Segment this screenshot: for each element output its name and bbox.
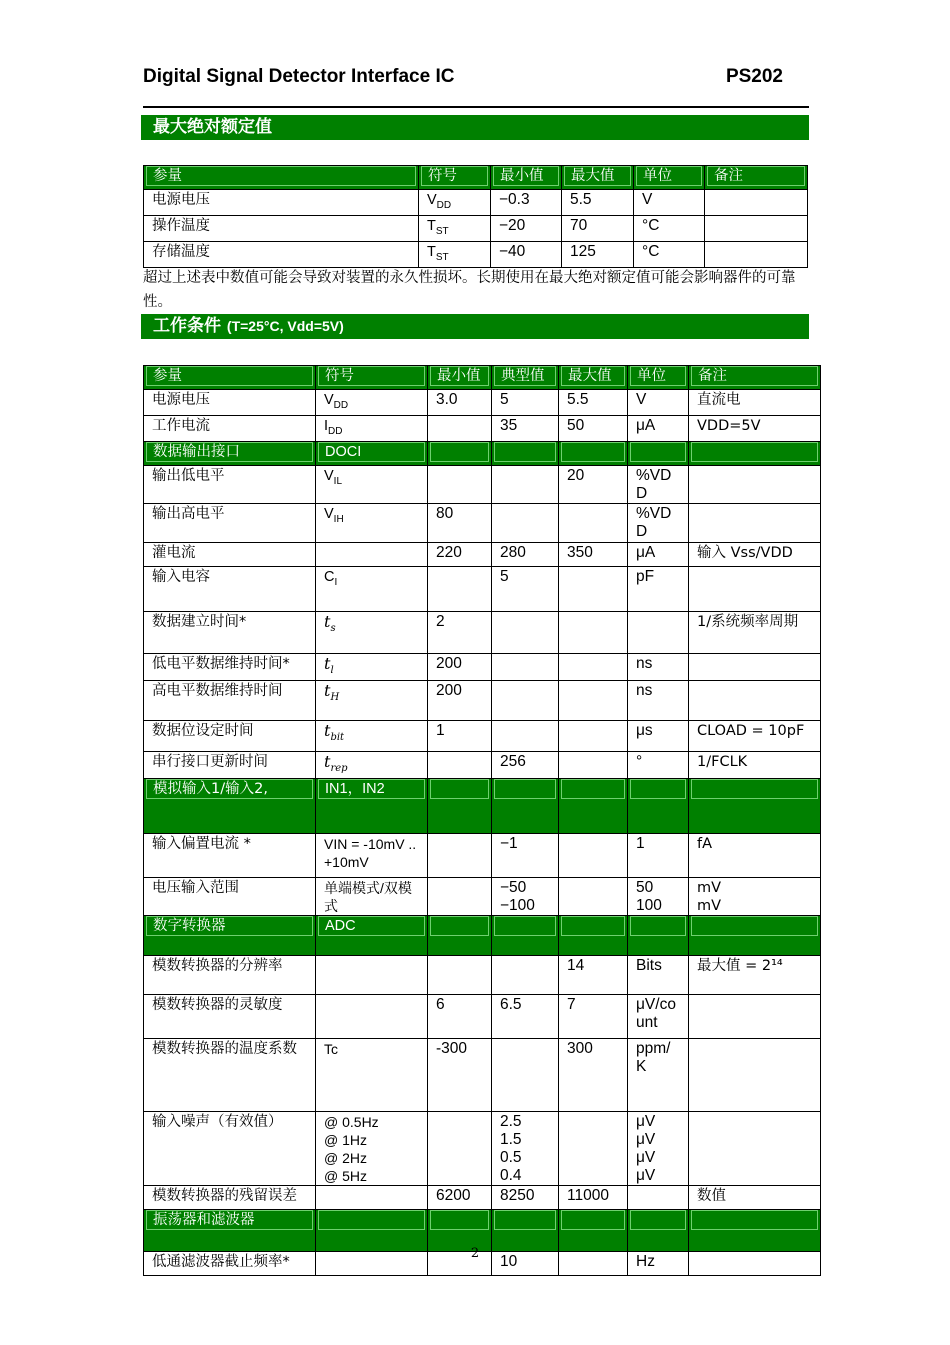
column-header	[491, 166, 562, 190]
unit-cell: V	[634, 190, 705, 216]
column-header	[144, 166, 419, 190]
symbol-text: t	[324, 720, 331, 740]
symbol-cell: VIN = -10mV .. +10mV	[316, 834, 428, 878]
section-title-text: 最大绝对额定值	[153, 117, 272, 137]
column-header	[428, 366, 492, 390]
note-cell	[689, 1039, 821, 1112]
symbol-cell	[316, 611, 428, 653]
group-empty-cell	[689, 441, 821, 465]
max-cell	[559, 680, 628, 720]
max-cell: 14	[559, 956, 628, 995]
typ-cell	[492, 653, 559, 680]
param-cell: 电压输入范围	[144, 878, 316, 916]
param-cell: 数据建立时间*	[144, 611, 316, 653]
column-header-label: 最小值	[493, 166, 559, 186]
symbol-subscript: ST	[435, 251, 449, 263]
symbol-subscript: DD	[328, 425, 343, 437]
table-header-row	[144, 366, 821, 390]
symbol-subscript: rep	[330, 763, 348, 775]
note-cell	[689, 503, 821, 542]
note-cell	[689, 653, 821, 680]
column-header-label: 最大值	[564, 166, 631, 186]
group-empty-cell	[628, 916, 689, 956]
group-empty-cell	[559, 779, 628, 834]
column-header	[634, 166, 705, 190]
group-empty-cell	[492, 916, 559, 956]
typ-cell: −1	[492, 834, 559, 878]
table-row	[144, 720, 821, 751]
symbol-text: C	[324, 568, 335, 585]
symbol-cell: 单端模式/双模式	[316, 878, 428, 916]
column-header	[628, 366, 689, 390]
typ-cell: 8250	[492, 1186, 559, 1210]
max-cell	[559, 878, 628, 916]
symbol-cell	[316, 390, 428, 416]
symbol-cell	[316, 465, 428, 503]
unit-cell: °C	[634, 215, 705, 241]
table-row	[144, 190, 808, 216]
typ-cell: 256	[492, 751, 559, 778]
max-cell	[559, 611, 628, 653]
typ-cell	[492, 1039, 559, 1112]
column-header-label: 备注	[707, 166, 805, 186]
group-symbol: IN1，IN2	[318, 779, 425, 799]
column-header-label: 最小值	[430, 366, 489, 386]
typ-cell	[492, 503, 559, 542]
typ-cell	[492, 956, 559, 995]
symbol-cell	[316, 503, 428, 542]
symbol-subscript: bit	[330, 732, 345, 744]
table-row	[144, 751, 821, 778]
unit-cell: μV μV μV μV	[628, 1112, 689, 1186]
group-empty-box	[630, 442, 686, 462]
symbol-subscript: l	[330, 664, 334, 676]
group-label-cell	[144, 916, 316, 956]
symbol-subscript: ST	[435, 225, 449, 237]
symbol-cell: Tc	[316, 1039, 428, 1112]
table-row	[144, 653, 821, 680]
symbol-cell: @ 0.5Hz @ 1Hz @ 2Hz @ 5Hz	[316, 1112, 428, 1186]
group-empty-box	[494, 916, 556, 936]
min-cell	[428, 834, 492, 878]
param-cell: 模数转换器的分辨率	[144, 956, 316, 995]
note-cell	[689, 1112, 821, 1186]
min-cell: 80	[428, 503, 492, 542]
unit-cell: pF	[628, 566, 689, 611]
min-cell: 6200	[428, 1186, 492, 1210]
note-cell	[705, 215, 808, 241]
min-cell	[428, 1112, 492, 1186]
column-header	[316, 366, 428, 390]
symbol-cell	[419, 215, 491, 241]
column-header	[419, 166, 491, 190]
typ-cell	[492, 680, 559, 720]
typ-cell: 10	[492, 1252, 559, 1276]
table-group-row	[144, 441, 821, 465]
max-cell: 5.5	[559, 390, 628, 416]
param-cell: 存储温度	[144, 241, 419, 267]
section-title-text: 工作条件	[153, 316, 221, 336]
group-empty-box	[630, 779, 686, 799]
group-empty-cell	[628, 779, 689, 834]
group-empty-box	[561, 1210, 625, 1230]
warning-note: 超过上述表中数值可能会导致对装置的永久性损坏。长期使用在最大绝对额定值可能会影响器件的可靠性。	[143, 270, 796, 310]
unit-cell: V	[628, 390, 689, 416]
note-cell: CLOAD = 10pF	[689, 720, 821, 751]
symbol-text: t	[324, 653, 331, 673]
symbol-subscript: IL	[333, 475, 343, 487]
param-cell: 操作温度	[144, 215, 419, 241]
note-cell	[689, 680, 821, 720]
table-row	[144, 1112, 821, 1186]
symbol-cell	[316, 995, 428, 1039]
note-cell	[689, 995, 821, 1039]
max-cell: 70	[562, 215, 634, 241]
unit-cell: °C	[634, 241, 705, 267]
note-cell: fA	[689, 834, 821, 878]
note-cell: 数值	[689, 1186, 821, 1210]
unit-cell: μV/count	[628, 995, 689, 1039]
table-row	[144, 1039, 821, 1112]
table-group-row	[144, 916, 821, 956]
group-symbol: ADC	[318, 916, 425, 936]
max-cell: 5.5	[562, 190, 634, 216]
unit-cell: μA	[628, 415, 689, 441]
min-cell	[428, 465, 492, 503]
max-cell: 350	[559, 542, 628, 566]
param-cell: 工作电流	[144, 415, 316, 441]
min-cell: -300	[428, 1039, 492, 1112]
table-row	[144, 834, 821, 878]
group-empty-box	[561, 916, 625, 936]
group-symbol-cell	[316, 441, 428, 465]
min-cell	[428, 956, 492, 995]
group-empty-cell	[492, 441, 559, 465]
group-empty-box	[494, 442, 556, 462]
group-empty-box	[430, 779, 489, 799]
group-label: 模拟输入1/输入2,	[146, 779, 313, 799]
symbol-text: V	[427, 192, 437, 208]
group-empty-cell	[559, 916, 628, 956]
group-symbol: DOCI	[318, 442, 425, 462]
note-cell: 直流电	[689, 390, 821, 416]
symbol-cell	[316, 1186, 428, 1210]
symbol-subscript: s	[330, 622, 336, 634]
symbol-cell	[316, 720, 428, 751]
group-empty-cell	[559, 441, 628, 465]
typ-cell	[492, 720, 559, 751]
param-cell: 输入电容	[144, 566, 316, 611]
symbol-cell	[316, 542, 428, 566]
symbol-cell	[316, 956, 428, 995]
table-row	[144, 465, 821, 503]
min-cell: 200	[428, 653, 492, 680]
param-cell: 输出低电平	[144, 465, 316, 503]
table-row	[144, 680, 821, 720]
min-cell: 200	[428, 680, 492, 720]
min-cell: 2	[428, 611, 492, 653]
symbol-text: V	[324, 467, 334, 484]
model-number: PS202	[725, 66, 783, 87]
symbol-text: t	[324, 751, 331, 771]
unit-cell: %VDD	[628, 465, 689, 503]
group-label-cell	[144, 779, 316, 834]
column-header	[689, 366, 821, 390]
table-row	[144, 878, 821, 916]
typ-cell: 280	[492, 542, 559, 566]
column-header-label: 符号	[421, 166, 488, 186]
min-cell: −0.3	[491, 190, 562, 216]
min-cell	[428, 566, 492, 611]
column-header-label: 典型值	[494, 366, 556, 386]
unit-cell: °	[628, 751, 689, 778]
min-cell: 220	[428, 542, 492, 566]
group-empty-box	[630, 1210, 686, 1230]
unit-cell: Bits	[628, 956, 689, 995]
symbol-text: t	[324, 680, 331, 700]
typ-cell	[492, 611, 559, 653]
table-row	[144, 390, 821, 416]
group-empty-cell	[428, 916, 492, 956]
note-cell	[705, 241, 808, 267]
group-label: 数据输出接口	[146, 442, 313, 462]
group-empty-box	[430, 442, 489, 462]
max-cell	[559, 1112, 628, 1186]
min-cell	[428, 751, 492, 778]
group-empty-cell	[628, 441, 689, 465]
unit-cell: μA	[628, 542, 689, 566]
max-cell: 11000	[559, 1186, 628, 1210]
unit-cell: %VDD	[628, 503, 689, 542]
column-header	[559, 366, 628, 390]
max-cell	[559, 653, 628, 680]
min-cell	[428, 415, 492, 441]
group-symbol-cell	[316, 779, 428, 834]
max-cell: 7	[559, 995, 628, 1039]
group-label: 振荡器和滤波器	[146, 1210, 313, 1230]
column-header-label: 最大值	[561, 366, 625, 386]
column-header	[144, 366, 316, 390]
note-cell: 输入 Vss/VDD	[689, 542, 821, 566]
symbol-text: T	[427, 243, 436, 260]
max-cell	[559, 834, 628, 878]
unit-cell: Hz	[628, 1252, 689, 1276]
param-cell: 输入偏置电流 *	[144, 834, 316, 878]
symbol-cell	[316, 566, 428, 611]
typ-cell: 6.5	[492, 995, 559, 1039]
note-cell: mV mV	[689, 878, 821, 916]
min-cell: 6	[428, 995, 492, 1039]
param-cell: 输出高电平	[144, 503, 316, 542]
group-empty-box	[691, 779, 818, 799]
symbol-subscript: DD	[436, 199, 452, 211]
param-cell: 数据位设定时间	[144, 720, 316, 751]
note-cell	[705, 190, 808, 216]
table-row	[144, 542, 821, 566]
unit-cell	[628, 1186, 689, 1210]
note-cell: 1/系统频率周期	[689, 611, 821, 653]
table-row	[144, 415, 821, 441]
column-header	[562, 166, 634, 190]
symbol-text: I	[324, 417, 329, 434]
param-cell: 电源电压	[144, 390, 316, 416]
group-empty-box	[691, 1210, 818, 1230]
table-row	[144, 215, 808, 241]
max-cell: 50	[559, 415, 628, 441]
symbol-cell	[316, 653, 428, 680]
column-header	[705, 166, 808, 190]
note-cell: 最大值 = 2¹⁴	[689, 956, 821, 995]
group-label-cell	[144, 441, 316, 465]
group-empty-box	[494, 779, 556, 799]
column-header	[492, 366, 559, 390]
section-subtitle: (T=25°C, Vdd=5V)	[226, 318, 344, 334]
typ-cell: 5	[492, 390, 559, 416]
note-cell	[689, 465, 821, 503]
column-header-label: 单位	[630, 366, 686, 386]
typ-cell: 5	[492, 566, 559, 611]
column-header-label: 参量	[146, 166, 416, 186]
unit-cell: μs	[628, 720, 689, 751]
max-ratings-table	[143, 165, 808, 268]
table-header-row	[144, 166, 808, 190]
group-symbol	[318, 1210, 425, 1230]
column-header-label: 备注	[691, 366, 818, 386]
max-cell: 300	[559, 1039, 628, 1112]
symbol-cell	[316, 751, 428, 778]
symbol-cell	[316, 415, 428, 441]
param-cell: 模数转换器的温度系数	[144, 1039, 316, 1112]
symbol-subscript: DD	[333, 399, 349, 411]
max-cell	[559, 751, 628, 778]
unit-cell: ns	[628, 653, 689, 680]
symbol-subscript: IH	[333, 513, 344, 525]
page-header	[143, 64, 809, 108]
symbol-subscript: I	[334, 576, 338, 588]
group-empty-cell	[689, 779, 821, 834]
unit-cell	[628, 611, 689, 653]
operating-conditions-table	[143, 365, 821, 1276]
symbol-text: V	[324, 392, 334, 408]
min-cell	[428, 878, 492, 916]
document-title: Digital Signal Detector Interface IC	[143, 66, 455, 87]
symbol-cell	[419, 190, 491, 216]
group-empty-box	[561, 442, 625, 462]
group-empty-cell	[689, 916, 821, 956]
param-cell: 低通滤波器截止频率*	[144, 1252, 316, 1276]
param-cell: 模数转换器的灵敏度	[144, 995, 316, 1039]
group-empty-box	[494, 1210, 556, 1230]
param-cell: 模数转换器的残留误差	[144, 1186, 316, 1210]
table-row	[144, 241, 808, 267]
column-header-label: 参量	[146, 366, 313, 386]
max-cell: 20	[559, 465, 628, 503]
unit-cell: 1	[628, 834, 689, 878]
symbol-cell	[316, 680, 428, 720]
min-cell: 1	[428, 720, 492, 751]
column-header-label: 符号	[318, 366, 425, 386]
min-cell: 3.0	[428, 390, 492, 416]
min-cell: −40	[491, 241, 562, 267]
group-empty-box	[691, 442, 818, 462]
unit-cell: ns	[628, 680, 689, 720]
table-row	[144, 566, 821, 611]
typ-cell	[492, 465, 559, 503]
group-empty-box	[430, 916, 489, 936]
max-cell	[559, 720, 628, 751]
symbol-text: T	[427, 217, 436, 234]
table-row	[144, 503, 821, 542]
group-empty-box	[691, 916, 818, 936]
param-cell: 输入噪声（有效值）	[144, 1112, 316, 1186]
param-cell: 低电平数据维持时间*	[144, 653, 316, 680]
symbol-text: t	[324, 611, 331, 631]
note-cell: 1/FCLK	[689, 751, 821, 778]
param-cell: 灌电流	[144, 542, 316, 566]
page-number: 2	[470, 1246, 480, 1261]
group-empty-box	[430, 1210, 489, 1230]
group-symbol-cell	[316, 916, 428, 956]
table-group-row	[144, 779, 821, 834]
typ-cell: −50 −100	[492, 878, 559, 916]
note-cell: VDD=5V	[689, 415, 821, 441]
group-empty-cell	[428, 441, 492, 465]
table-row	[144, 1186, 821, 1210]
symbol-text: V	[324, 505, 334, 522]
table-row	[144, 611, 821, 653]
min-cell: −20	[491, 215, 562, 241]
param-cell: 电源电压	[144, 190, 419, 216]
column-header-label: 单位	[636, 166, 702, 186]
group-empty-box	[561, 779, 625, 799]
symbol-subscript: H	[330, 692, 340, 704]
param-cell: 串行接口更新时间	[144, 751, 316, 778]
typ-cell: 2.5 1.5 0.5 0.4	[492, 1112, 559, 1186]
max-cell	[559, 503, 628, 542]
table-row	[144, 956, 821, 995]
unit-cell: ppm/K	[628, 1039, 689, 1112]
section-title-operating-conditions	[141, 314, 809, 339]
group-empty-cell	[492, 779, 559, 834]
group-empty-cell	[428, 779, 492, 834]
section-title-max-ratings	[141, 115, 809, 140]
unit-cell: 50 100	[628, 878, 689, 916]
group-label: 数字转换器	[146, 916, 313, 936]
note-cell	[689, 566, 821, 611]
param-cell: 高电平数据维持时间	[144, 680, 316, 720]
group-empty-box	[630, 916, 686, 936]
symbol-cell	[419, 241, 491, 267]
max-cell	[559, 566, 628, 611]
table-row	[144, 995, 821, 1039]
typ-cell: 35	[492, 415, 559, 441]
max-cell: 125	[562, 241, 634, 267]
